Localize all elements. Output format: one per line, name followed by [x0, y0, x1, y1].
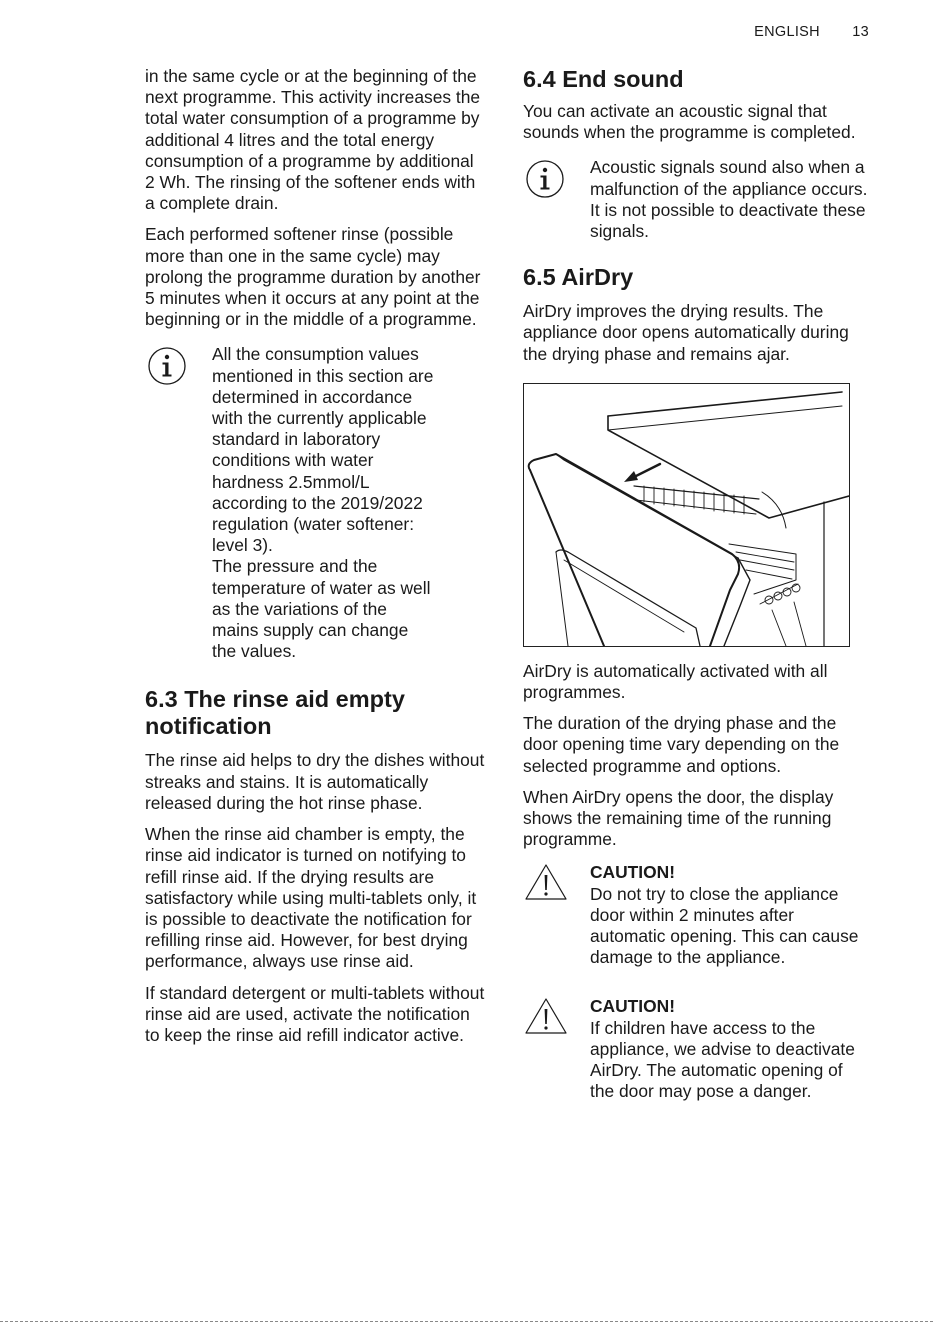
- section-heading-airdry: 6.5 AirDry: [523, 264, 634, 291]
- right-paragraph-4: The duration of the drying phase and the door opening time vary depending on the selected programme and options.: [523, 713, 840, 776]
- caution-title: CAUTION!: [590, 996, 676, 1017]
- left-paragraph-5: If standard detergent or multi-tablets without rinse aid are used, activate the notification to keep the rinse aid refill indicator active.: [145, 982, 485, 1045]
- caution-note-1: [523, 862, 868, 968]
- page-bottom-divider: [0, 1321, 933, 1322]
- info-note-text: Acoustic signals sound also when a malfunction of the appliance occurs. It is not possible to deactivate these signals.: [590, 157, 868, 242]
- right-paragraph-1: You can activate an acoustic signal that sounds when the programme is completed.: [523, 101, 856, 143]
- info-line: according to the 2019/2022: [212, 492, 423, 513]
- caution-text: Do not try to close the appliance door within 2 minutes after automatic opening. This can cause damage to the appliance.: [590, 883, 859, 968]
- right-column: [523, 66, 868, 1130]
- header-language: ENGLISH: [754, 24, 820, 40]
- info-note-consumption: [145, 344, 487, 662]
- section-heading-end-sound: 6.4 End sound: [523, 66, 684, 92]
- dishwasher-door-open-icon: [524, 384, 849, 646]
- left-paragraph-4: When the rinse aid chamber is empty, the rinse aid indicator is turned on notifying to refill rinse aid. If the drying results are satisfactory while using multi-tablets only, it is possible to deactivate the notification for refilling rinse aid. However, for best drying performance, always use rinse aid.: [145, 824, 477, 972]
- info-line: as the variations of the: [212, 598, 387, 619]
- right-paragraph-3: AirDry is automatically activated with all programmes.: [523, 660, 828, 703]
- info-line: level 3).: [212, 535, 273, 556]
- page-number: 13: [852, 24, 869, 40]
- left-column: [145, 66, 487, 1056]
- info-line: temperature of water as well: [212, 577, 431, 598]
- info-line: The pressure and the: [212, 556, 378, 577]
- info-note-text: [212, 344, 487, 662]
- info-line: the values.: [212, 641, 297, 662]
- right-paragraph-5: When AirDry opens the door, the display shows the remaining time of the running programme.: [523, 786, 834, 850]
- info-line: with the currently applicable: [212, 408, 427, 429]
- info-line: hardness 2.5mmol/L: [212, 471, 370, 492]
- airdry-illustration: [523, 383, 850, 647]
- caution-text: If children have access to the appliance, we advise to deactivate AirDry. The automatic opening of the door may pose a danger.: [590, 1017, 855, 1102]
- left-paragraph-1: in the same cycle or at the beginning of the next programme. This activity increases the total water consumption of a programme by additional 4 litres and the total energy consumption of a programme by additional 2 Wh. The rinsing of the softener ends with a complete drain.: [145, 66, 481, 214]
- caution-title: CAUTION!: [590, 862, 676, 883]
- warning-triangle-icon: [523, 996, 569, 1036]
- info-line: mentioned in this section are: [212, 365, 434, 386]
- info-line: regulation (water softener:: [212, 514, 415, 535]
- info-note-acoustic: [523, 157, 868, 242]
- page-header: [754, 24, 869, 40]
- info-line: mains supply can change: [212, 620, 409, 641]
- right-paragraph-2: AirDry improves the drying results. The appliance door opens automatically during the drying phase and remains ajar.: [523, 301, 849, 364]
- warning-triangle-icon: [523, 862, 569, 902]
- left-paragraph-3: The rinse aid helps to dry the dishes without streaks and stains. It is automatically released during the hot rinse phase.: [145, 750, 485, 813]
- left-paragraph-2: Each performed softener rinse (possible more than one in the same cycle) may prolong the programme duration by another 5 minutes when it occurs at any point at the beginning or in the middle of a programme.: [145, 224, 481, 330]
- caution-note-2: [523, 996, 868, 1102]
- info-line: conditions with water: [212, 450, 374, 471]
- info-line: All the consumption values: [212, 344, 419, 365]
- info-line: determined in accordance: [212, 386, 413, 407]
- info-line: standard in laboratory: [212, 429, 381, 450]
- info-icon: [147, 346, 187, 386]
- info-icon: [525, 159, 565, 199]
- section-heading-rinse-aid: 6.3 The rinse aid empty notification: [145, 686, 405, 740]
